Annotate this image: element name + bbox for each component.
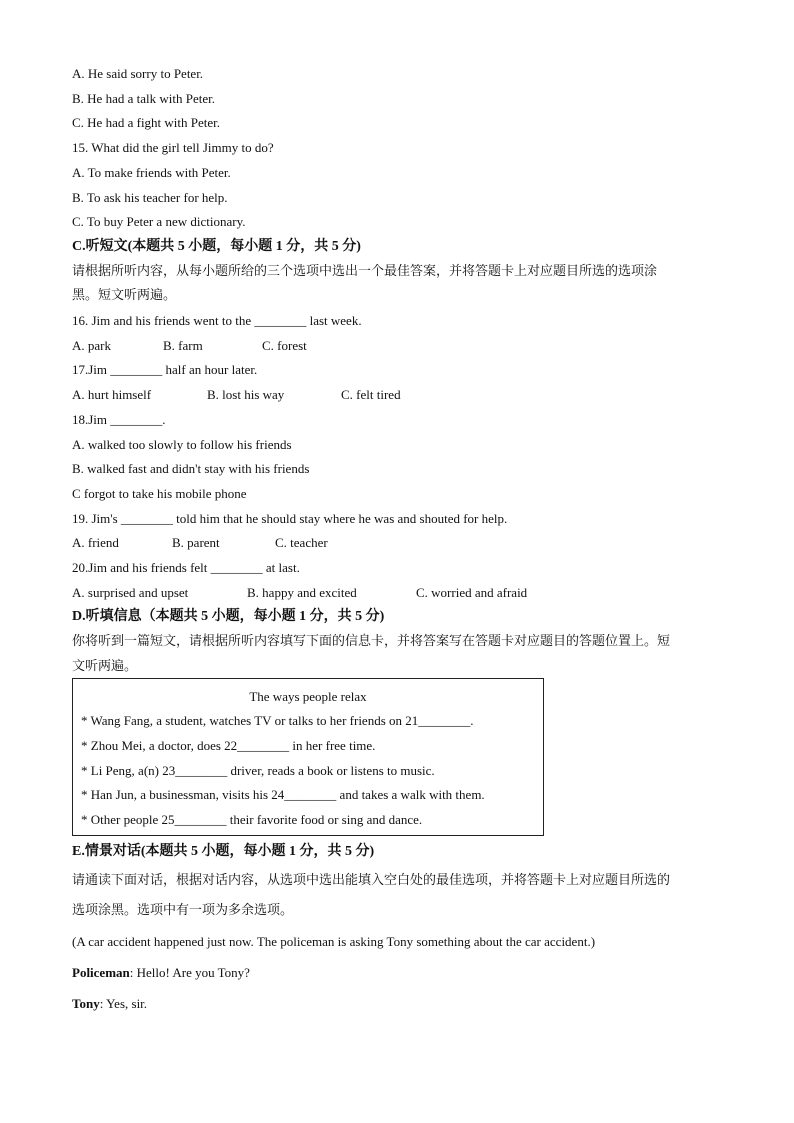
q16-option-a: A. park [72,338,111,353]
q15-question: 15. What did the girl tell Jimmy to do? [72,140,274,155]
section-d-heading: D.听填信息（本题共 5 小题，每小题 1 分，共 5 分) [72,609,385,624]
dialogue-text: : Yes, sir. [99,996,148,1011]
dialogue-speaker: Policeman [72,965,130,980]
q18-option-b: B. walked fast and didn't stay with his friends [72,461,310,476]
q15-option-c: C. To buy Peter a new dictionary. [72,214,246,229]
section-d-instruction-line1: 你将听到一篇短文，请根据所听内容填写下面的信息卡，并将答案写在答题卡对应题目的答题位置上。短 [72,634,671,649]
q19-option-b: B. parent [172,535,220,550]
section-e-instruction-line1: 请通读下面对话，根据对话内容，从选项中选出能填入空白处的最佳选项，并将答题卡上对应题目所选的 [72,873,671,888]
info-card-title: The ways people relax [249,689,367,704]
section-e-instruction-line2: 选项涂黑。选项中有一项为多余选项。 [72,903,294,918]
q20-option-a: A. surprised and upset [72,585,189,600]
q17-stem: 17.Jim ________ half an hour later. [72,362,258,377]
q16-option-c: C. forest [262,338,307,353]
info-card-row: * Han Jun, a businessman, visits his 24________ and takes a walk with them. [81,787,485,802]
q14-option-b: B. He had a talk with Peter. [72,91,215,106]
dialogue-line [72,996,147,1012]
q15-option-a: A. To make friends with Peter. [72,165,231,180]
dialogue-text: : Hello! Are you Tony? [129,965,250,980]
q18-option-a: A. walked too slowly to follow his friends [72,437,292,452]
dialogue-line [72,965,250,981]
q20-stem: 20.Jim and his friends felt ________ at last. [72,560,300,575]
q19-stem: 19. Jim's ________ told him that he should stay where he was and shouted for help. [72,511,508,526]
section-c-instruction-line2: 黑。短文听两遍。 [72,288,177,303]
q19-option-a: A. friend [72,535,119,550]
info-card-row: * Li Peng, a(n) 23________ driver, reads a book or listens to music. [81,763,435,778]
q16-option-b: B. farm [163,338,203,353]
info-card-row: * Other people 25________ their favorite food or sing and dance. [81,812,423,827]
q14-option-a: A. He said sorry to Peter. [72,66,204,81]
q18-option-c: C forgot to take his mobile phone [72,486,247,501]
section-c-instruction-line1: 请根据所听内容，从每小题所给的三个选项中选出一个最佳答案，并将答题卡上对应题目所选的选项涂 [72,264,658,279]
section-e-heading: E.情景对话(本题共 5 小题，每小题 1 分，共 5 分) [72,844,375,859]
q18-stem: 18.Jim ________. [72,412,166,427]
dialogue-speaker: Tony [72,996,100,1011]
q17-option-b: B. lost his way [207,387,285,402]
dialogue-context: (A car accident happened just now. The policeman is asking Tony something about the car accident.) [72,934,596,949]
q15-option-b: B. To ask his teacher for help. [72,190,228,205]
q20-option-c: C. worried and afraid [416,585,528,600]
q17-option-c: C. felt tired [341,387,401,402]
section-c-heading: C.听短文(本题共 5 小题，每小题 1 分，共 5 分) [72,239,361,254]
q19-option-c: C. teacher [275,535,328,550]
section-d-instruction-line2: 文听两遍。 [72,659,138,674]
info-card-row: * Wang Fang, a student, watches TV or talks to her friends on 21________. [81,713,474,728]
q20-option-b: B. happy and excited [247,585,357,600]
info-card-row: * Zhou Mei, a doctor, does 22________ in her free time. [81,738,376,753]
q14-option-c: C. He had a fight with Peter. [72,115,221,130]
q17-option-a: A. hurt himself [72,387,152,402]
q16-stem: 16. Jim and his friends went to the ________ last week. [72,313,362,328]
info-card [72,678,544,836]
